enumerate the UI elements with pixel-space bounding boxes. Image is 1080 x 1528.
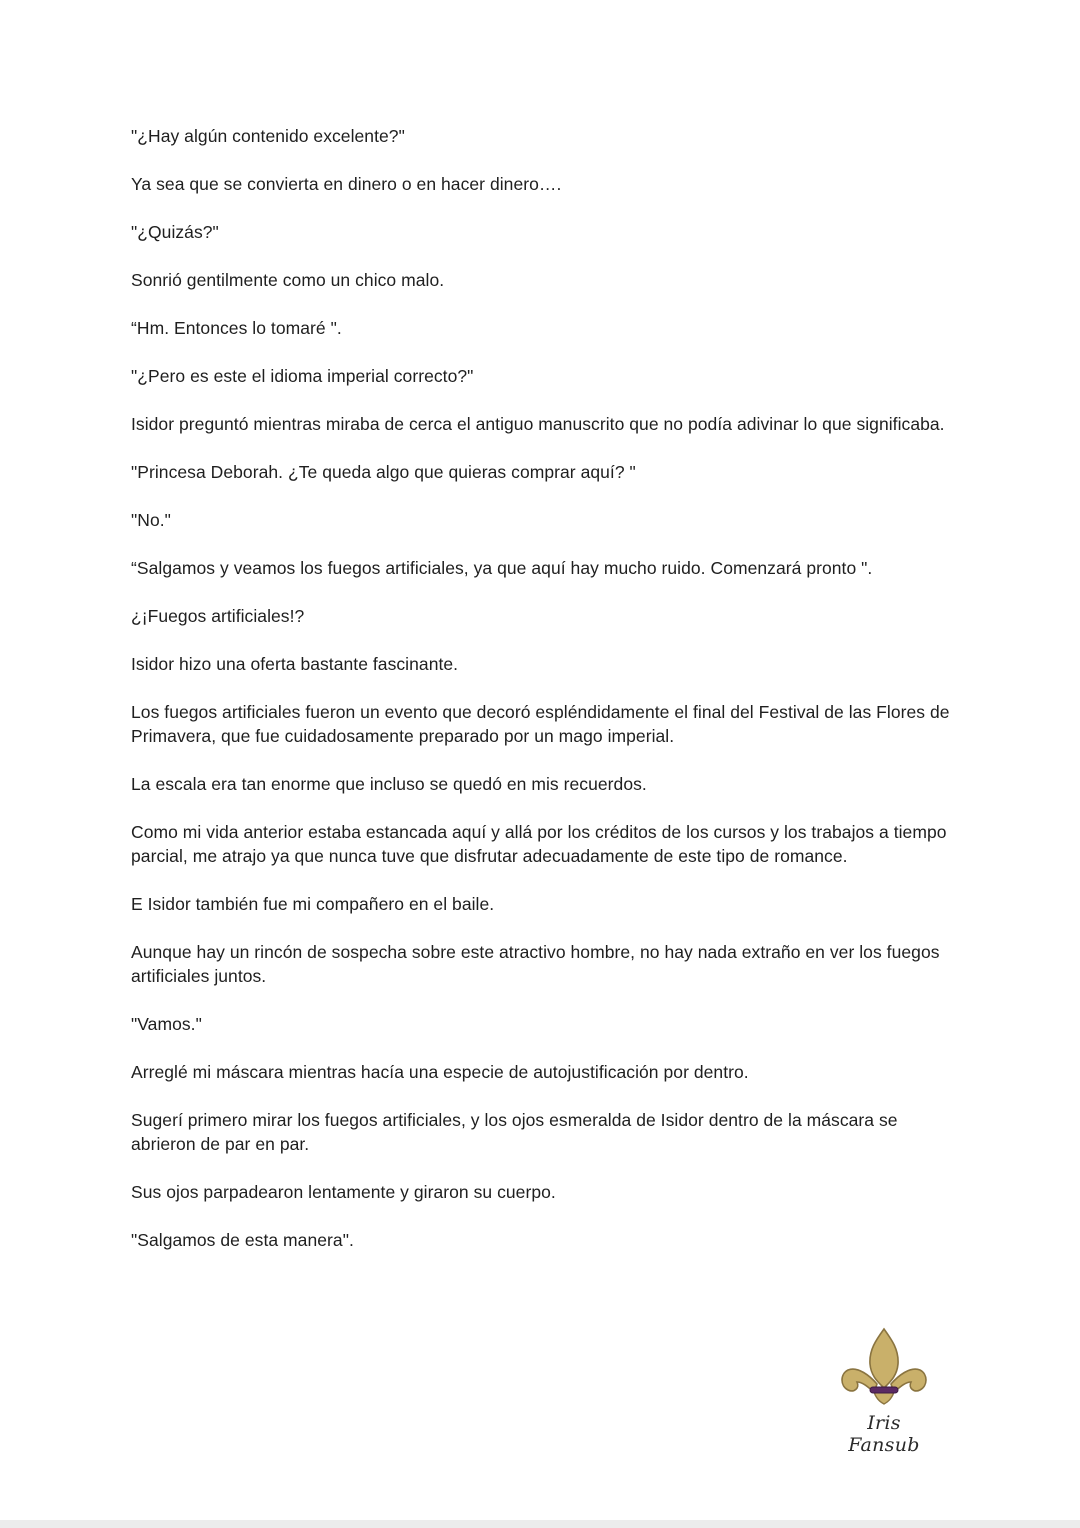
paragraph: ¿¡Fuegos artificiales!? bbox=[131, 606, 305, 626]
paragraph: "Vamos." bbox=[131, 1014, 202, 1034]
paragraph: Sugerí primero mirar los fuegos artificiales, y los ojos esmeralda de Isidor dentro de la máscara se abrieron de par en par. bbox=[131, 1110, 898, 1154]
paragraph: Isidor hizo una oferta bastante fascinante. bbox=[131, 654, 459, 674]
paragraph: Isidor preguntó mientras miraba de cerca el antiguo manuscrito que no podía adivinar lo que significaba. bbox=[131, 414, 945, 434]
paragraph: Como mi vida anterior estaba estancada aquí y allá por los créditos de los cursos y los trabajos a tiempo parcial, me atrajo ya que nunca tuve que disfrutar adecuadamente de este tipo de romance. bbox=[131, 822, 947, 866]
paragraph: Sus ojos parpadearon lentamente y giraron su cuerpo. bbox=[131, 1182, 556, 1202]
logo-text: Iris Fansub bbox=[848, 1412, 920, 1456]
paragraph: "No." bbox=[131, 510, 171, 530]
paragraph: La escala era tan enorme que incluso se quedó en mis recuerdos. bbox=[131, 774, 647, 794]
paragraph: "¿Quizás?" bbox=[131, 222, 219, 242]
paragraph: "Princesa Deborah. ¿Te queda algo que quieras comprar aquí? " bbox=[131, 462, 636, 482]
paragraph: "¿Hay algún contenido excelente?" bbox=[131, 126, 405, 146]
paragraph: Aunque hay un rincón de sospecha sobre este atractivo hombre, no hay nada extraño en ver los fuegos artificiales juntos. bbox=[131, 942, 940, 986]
paragraph: "Salgamos de esta manera". bbox=[131, 1230, 354, 1250]
bottom-edge bbox=[0, 1520, 1080, 1528]
paragraph: Arreglé mi máscara mientras hacía una especie de autojustificación por dentro. bbox=[131, 1062, 749, 1082]
paragraph: “Hm. Entonces lo tomaré ". bbox=[131, 318, 342, 338]
iris-fansub-logo bbox=[832, 1326, 936, 1456]
paragraph: Sonrió gentilmente como un chico malo. bbox=[131, 270, 445, 290]
paragraph: E Isidor también fue mi compañero en el baile. bbox=[131, 894, 495, 914]
paragraph: “Salgamos y veamos los fuegos artificiales, ya que aquí hay mucho ruido. Comenzará pronto ". bbox=[131, 558, 873, 578]
paragraph: Ya sea que se convierta en dinero o en hacer dinero…. bbox=[131, 174, 562, 194]
document-body bbox=[131, 124, 961, 1276]
paragraph: Los fuegos artificiales fueron un evento que decoró espléndidamente el final del Festival de las Flores de Primavera, que fue cuidadosamente preparado por un mago imperial. bbox=[131, 702, 950, 746]
fleur-de-lis-icon bbox=[832, 1326, 936, 1406]
paragraph: "¿Pero es este el idioma imperial correcto?" bbox=[131, 366, 474, 386]
